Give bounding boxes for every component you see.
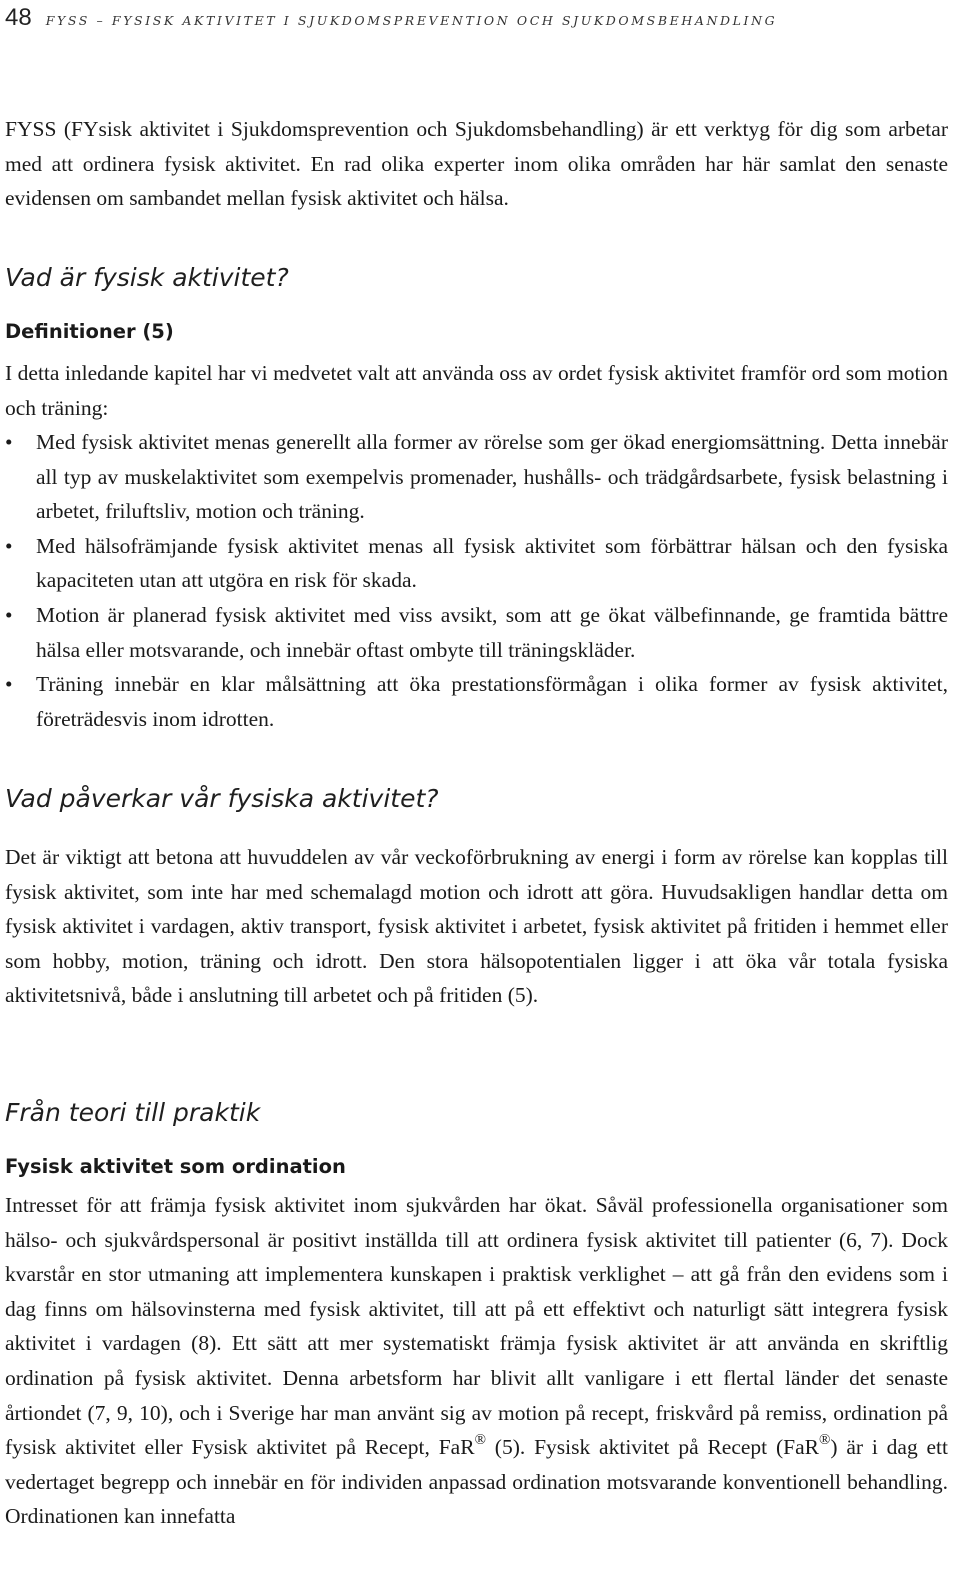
paragraph-text: Intresset för att främja fysisk aktivitet inom sjukvården har ökat. Såväl professionella organisationer som hälso- och sjukvårdspersonal är positivt inställda till att ordinera fysisk aktivitet till patienter (6, 7). Dock kvarstår en stor utmaning att implementera kunskapen i praktisk verklighet – att gå från den evidens som i dag finns om hälsovinsterna med fysisk aktivitet, till att på ett effektivt och naturligt sätt integrera fysisk aktivitet i vardagen (8). Ett sätt att mer systematiskt främja fysisk aktivitet är att använda en skriftlig ordination på fysisk aktivitet. Denna arbetsform har blivit allt vanligare i ett flertal länder det senaste årtiondet (7, 9, 10), och i Sverige har man använt sig av motion på recept, friskvård på remiss, ordination på fysisk aktivitet eller Fysisk aktivitet på Recept, FaR — [5, 1193, 948, 1460]
bullet-marker: • — [5, 672, 13, 697]
list-item — [5, 667, 948, 736]
list-item — [5, 425, 948, 529]
subheading-activity-as-prescription: Fysisk aktivitet som ordination — [5, 1155, 346, 1178]
definitions-intro-paragraph: I detta inledande kapitel har vi medvetet valt att använda oss av ordet fysisk aktivitet framför ord som motion och träning: — [5, 361, 948, 420]
subheading-definitions: Definitioner (5) — [5, 320, 174, 343]
registered-mark: ® — [474, 1432, 486, 1448]
section-heading-theory-to-practice: Från teori till praktik — [5, 1098, 261, 1127]
section3-paragraph — [5, 1188, 948, 1534]
section-heading-what-affects-activity: Vad påverkar vår fysiska aktivitet? — [5, 784, 439, 813]
paragraph-text: ) är i dag ett vedertaget begrepp och innebär en för individen anpassad ordination motsvarande konventionell behandling. Ordinationen kan innefatta — [5, 1435, 949, 1529]
list-item-text: Träning innebär en klar målsättning att öka prestationsförmågan i olika former av fysisk aktivitet, företrädesvis inom idrotten. — [36, 672, 948, 731]
list-item-text: Med fysisk aktivitet menas generellt alla former av rörelse som ger ökad energiomsättning. Detta innebär all typ av muskelaktivitet som exempelvis promenader, hushålls- och trädgårdsarbete, fysisk belastning i arbetet, friluftsliv, motion och träning. — [36, 430, 948, 524]
section2-paragraph: Det är viktigt att betona att huvuddelen av vår veckoförbrukning av energi i form av rörelse kan kopplas till fysisk aktivitet, som inte har med schemalagd motion och idrott att göra. Huvudsakligen handlar detta om fysisk aktivitet i vardagen, aktiv transport, fysisk aktivitet i arbetet, fysisk aktivitet på fritiden i hemmet eller som hobby, motion, träning och idrott. Den stora hälsopotentialen ligger i att öka vår totala fysiska aktivitetsnivå, både i anslutning till arbetet och på fritiden (5). — [5, 845, 948, 1008]
running-title: FYSS – FYSISK AKTIVITET I SJUKDOMSPREVENTION OCH SJUKDOMSBEHANDLING — [45, 13, 778, 28]
running-head — [5, 0, 777, 40]
definitions-list — [5, 425, 948, 736]
paragraph-text: (5). Fysisk aktivitet på Recept (FaR — [485, 1435, 819, 1460]
page-number: 48 — [5, 4, 32, 31]
list-item — [5, 598, 948, 667]
section-heading-what-is-physical-activity: Vad är fysisk aktivitet? — [5, 263, 289, 292]
list-item-text: Med hälsofrämjande fysisk aktivitet menas all fysisk aktivitet som förbättrar hälsan och den fysiska kapaciteten utan att utgöra en risk för skada. — [36, 533, 948, 593]
intro-paragraph: FYSS (FYsisk aktivitet i Sjukdomsprevention och Sjukdomsbehandling) är ett verktyg för dig som arbetar med att ordinera fysisk aktivitet. En rad olika experter inom olika områden har här samlat den senaste evidensen om sambandet mellan fysisk aktivitet och hälsa. — [5, 117, 948, 211]
list-item — [5, 529, 948, 598]
list-item-text: Motion är planerad fysisk aktivitet med viss avsikt, som att ge ökat välbefinnande, ge framtida bättre hälsa eller motsvarande, och innebär oftast ombyte till träningskläder. — [36, 602, 948, 662]
registered-mark: ® — [818, 1432, 831, 1448]
bullet-marker: • — [5, 602, 13, 627]
bullet-marker: • — [5, 533, 13, 558]
bullet-marker: • — [5, 430, 13, 454]
